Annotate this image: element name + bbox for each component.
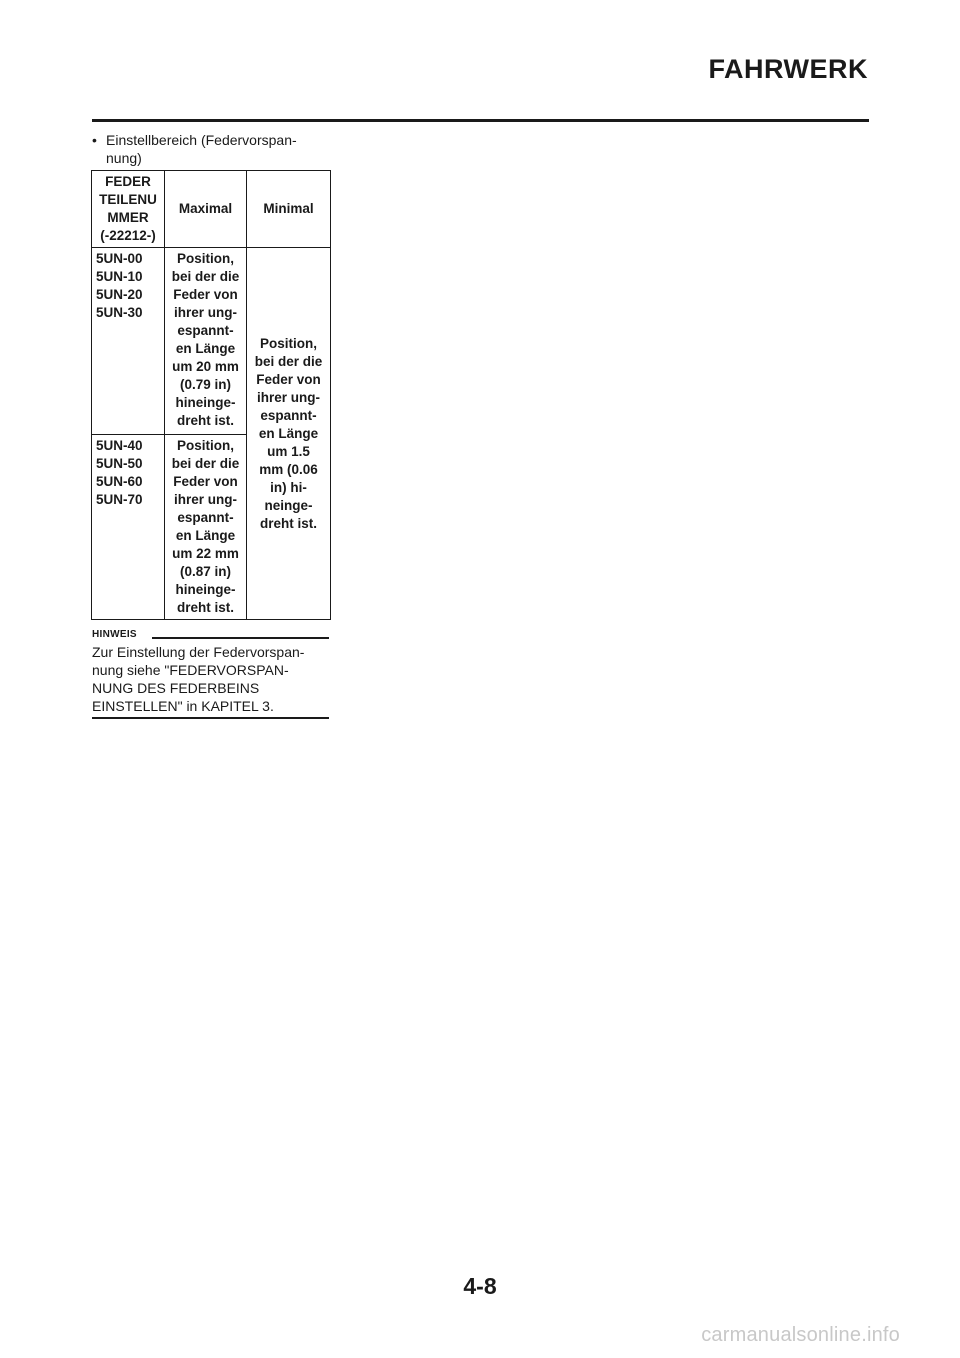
bullet-item [92,131,332,167]
bullet-text [92,131,332,167]
note-line: nung siehe "FEDERVORSPAN- [92,662,289,678]
page-number: 4-8 [463,1273,497,1299]
note-label: HINWEIS [92,629,137,640]
bullet-line: Einstellbereich (Federvorspan- [106,132,297,148]
header-minimal: Minimal [247,171,331,248]
minimal-cell: Position, bei der die Feder von ihrer ung- espannt- en Länge um 1.5 mm (0.06 in) hi- neinge- dreht ist. [247,248,331,620]
note-rule-bottom [92,717,329,719]
note-line: NUNG DES FEDERBEINS [92,680,260,696]
page-title: FAHRWERK [708,54,868,84]
spring-preload-table [91,170,331,620]
note-line: Zur Einstellung der Federvorspan- [92,644,305,660]
note-line: EINSTELLEN" in KAPITEL 3. [92,698,274,714]
watermark: carmanualsonline.info [701,1324,900,1346]
note-rule-top [152,637,329,639]
note-body [92,643,332,715]
title-rule [92,119,869,122]
bullet-marker: • [92,132,97,148]
table-row [92,248,331,435]
part-numbers-cell: 5UN-00 5UN-10 5UN-20 5UN-30 [92,248,165,435]
maximal-cell: Position, bei der die Feder von ihrer ung- espannt- en Länge um 20 mm (0.79 in) hineinge- dreht ist. [165,248,247,435]
header-maximal: Maximal [165,171,247,248]
header-part-number: FEDER TEILENU MMER (-22212-) [92,171,165,248]
part-numbers-cell: 5UN-40 5UN-50 5UN-60 5UN-70 [92,435,165,620]
table-header-row [92,171,331,248]
maximal-cell: Position, bei der die Feder von ihrer ung- espannt- en Länge um 22 mm (0.87 in) hineinge- dreht ist. [165,435,247,620]
bullet-line: nung) [106,150,142,166]
